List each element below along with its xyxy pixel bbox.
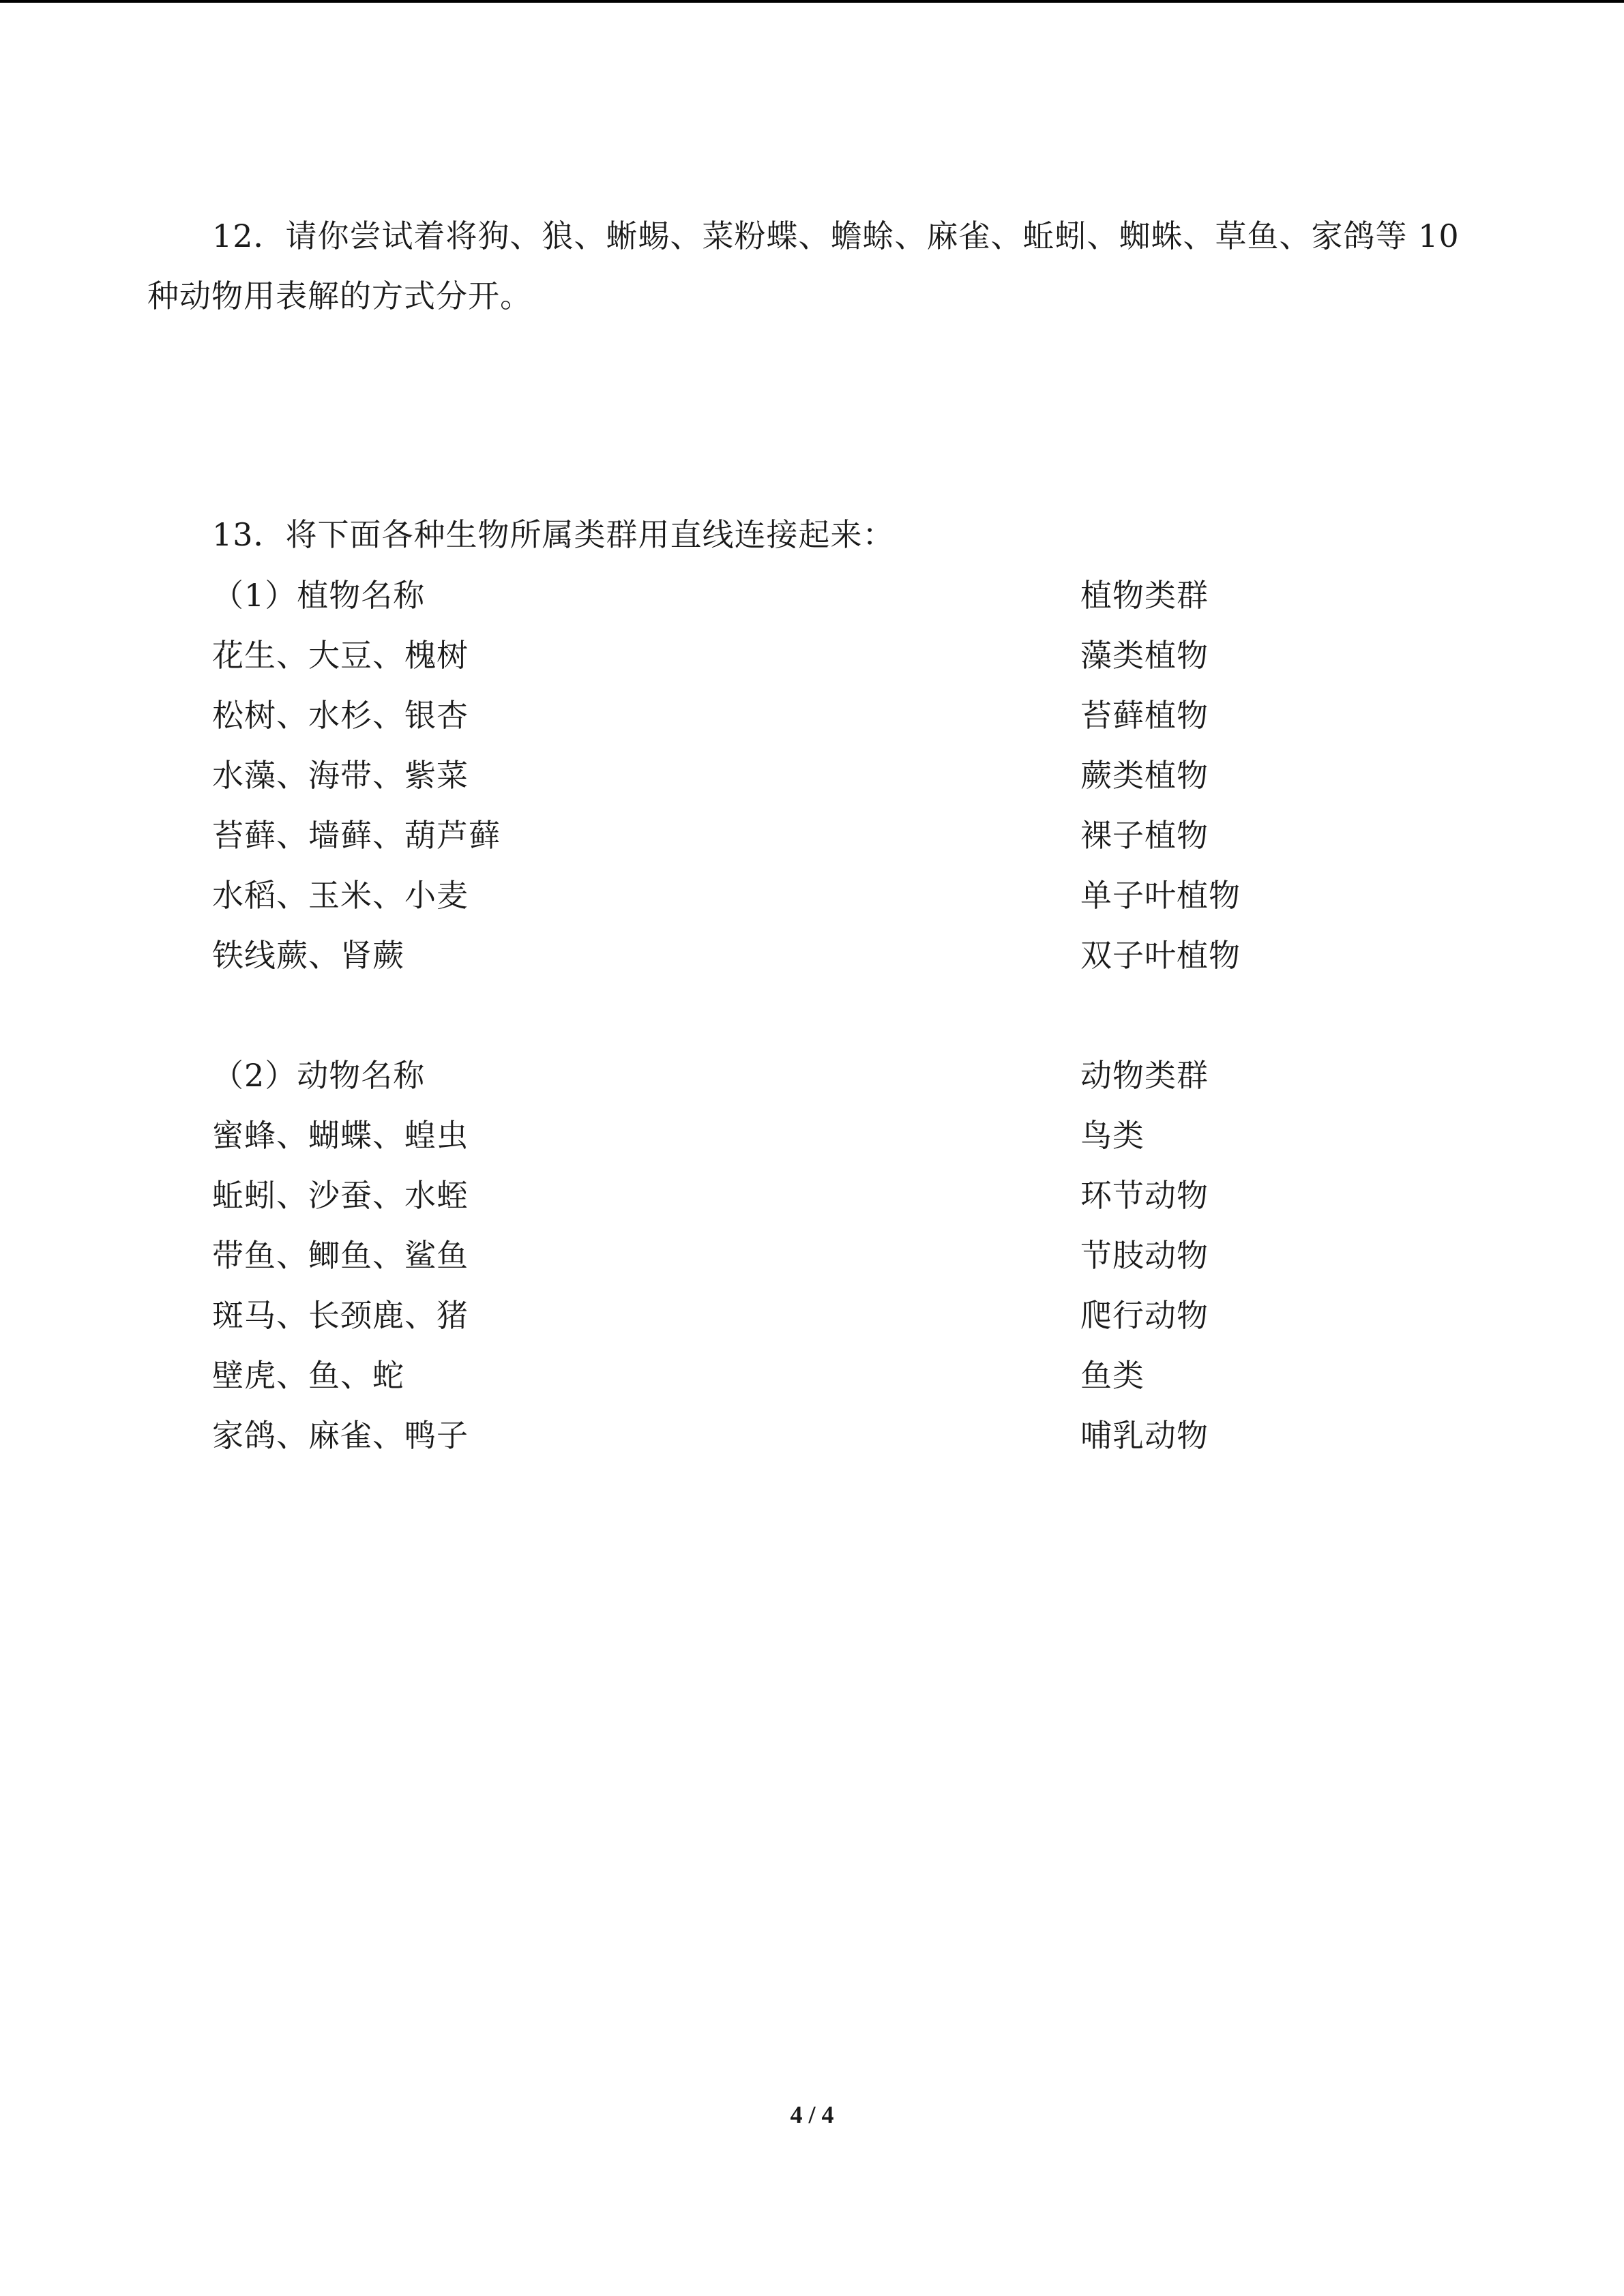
plant-groups-header: 植物类群 [1080,577,1209,614]
page-number: 4 / 4 [790,2101,834,2128]
animal-group-item: 环节动物 [1080,1177,1209,1214]
plant-group-item: 单子叶植物 [1080,877,1241,914]
animal-group-item: 哺乳动物 [1080,1417,1209,1454]
animal-name-item: 斑马、长颈鹿、猪 [212,1297,469,1334]
animal-name-item: 带鱼、鲫鱼、鲨鱼 [212,1237,469,1274]
question-12-line-2: 种动物用表解的方式分开。 [147,278,532,314]
animal-group-item: 节肢动物 [1080,1237,1209,1274]
animal-name-item: 家鸽、麻雀、鸭子 [212,1417,469,1454]
animal-group-item: 爬行动物 [1080,1297,1209,1334]
top-border-line [0,0,1624,3]
plant-name-item: 花生、大豆、槐树 [212,637,469,674]
plant-name-item: 水藻、海带、紫菜 [212,757,469,794]
animal-name-item: 壁虎、鱼、蛇 [212,1357,404,1394]
animal-groups-header: 动物类群 [1080,1057,1209,1094]
plant-group-item: 双子叶植物 [1080,937,1241,974]
question-13-title: 13．将下面各种生物所属类群用直线连接起来： [212,516,895,553]
animal-group-item: 鸟类 [1080,1117,1145,1154]
question-12-line-1: 12．请你尝试着将狗、狼、蜥蜴、菜粉蝶、蟾蜍、麻雀、蚯蚓、蜘蛛、草鱼、家鸽等 10 [212,218,1460,254]
animal-name-item: 蜜蜂、蝴蝶、蝗虫 [212,1117,469,1154]
plant-name-item: 松树、水杉、银杏 [212,697,469,734]
plant-group-item: 裸子植物 [1080,817,1209,854]
animal-name-item: 蚯蚓、沙蚕、水蛭 [212,1177,469,1214]
plant-name-item: 苔藓、墙藓、葫芦藓 [212,817,501,854]
plant-name-item: 铁线蕨、肾蕨 [212,937,404,974]
plant-name-item: 水稻、玉米、小麦 [212,877,469,914]
plant-names-header: （1）植物名称 [212,577,426,614]
animal-names-header: （2）动物名称 [212,1057,426,1094]
plant-group-item: 藻类植物 [1080,637,1209,674]
plant-group-item: 蕨类植物 [1080,757,1209,794]
plant-group-item: 苔藓植物 [1080,697,1209,734]
animal-group-item: 鱼类 [1080,1357,1145,1394]
question-12 [147,206,1477,326]
